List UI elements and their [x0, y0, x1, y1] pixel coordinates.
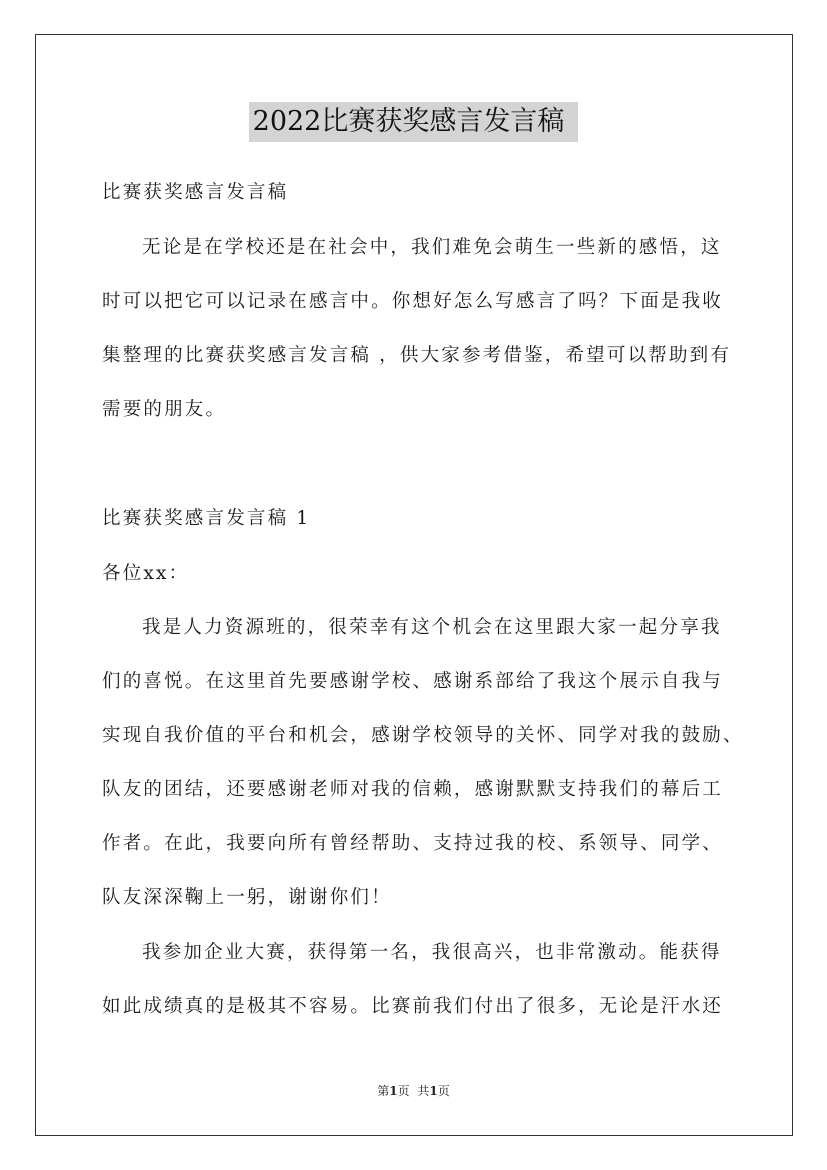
subtitle-line: 比赛获奖感言发言稿 [102, 182, 289, 203]
paragraph-line: 如此成绩真的是极其不容易。比赛前我们付出了很多，无论是汗水还 [102, 996, 724, 1017]
total-label-suffix: 页 [437, 1084, 450, 1098]
total-pages: 1 [429, 1084, 438, 1098]
page-label-prefix: 第 [377, 1084, 390, 1098]
paragraph-line: 实现自我价值的平台和机会，感谢学校领导的关怀、同学对我的鼓励、 [102, 725, 744, 746]
page-footer [0, 1083, 827, 1099]
paragraph-line: 队友的团结，还要感谢老师对我的信赖，感谢默默支持我们的幕后工 [102, 779, 724, 800]
total-label-prefix: 共 [417, 1084, 430, 1098]
paragraph-line: 时可以把它可以记录在感言中。你想好怎么写感言了吗？下面是我收 [102, 291, 724, 312]
paragraph-line: 集整理的比赛获奖感言发言稿 ，供大家参考借鉴，希望可以帮助到有 [102, 345, 732, 366]
document-title: 2022比赛获奖感言发言稿 [249, 102, 579, 142]
paragraph-line: 无论是在学校还是在社会中，我们难免会萌生一些新的感悟，这 [142, 237, 722, 258]
section-heading: 比赛获奖感言发言稿 1 [102, 508, 311, 529]
paragraph-line: 我是人力资源班的，很荣幸有这个机会在这里跟大家一起分享我 [142, 617, 722, 638]
paragraph-line: 作者。在此，我要向所有曾经帮助、支持过我的校、系领导、同学、 [102, 833, 724, 854]
paragraph-line: 们的喜悦。在这里首先要感谢学校、感谢系部给了我这个展示自我与 [102, 671, 724, 692]
paragraph-line: 我参加企业大赛，获得第一名，我很高兴，也非常激动。能获得 [142, 942, 722, 963]
page-number: 1 [389, 1084, 398, 1098]
title-container [0, 102, 827, 142]
page-label-suffix: 页 [397, 1084, 410, 1098]
salutation-line: 各位xx： [102, 563, 190, 584]
paragraph-line: 需要的朋友。 [102, 399, 227, 420]
paragraph-line: 队友深深鞠上一躬，谢谢你们！ [102, 887, 392, 908]
